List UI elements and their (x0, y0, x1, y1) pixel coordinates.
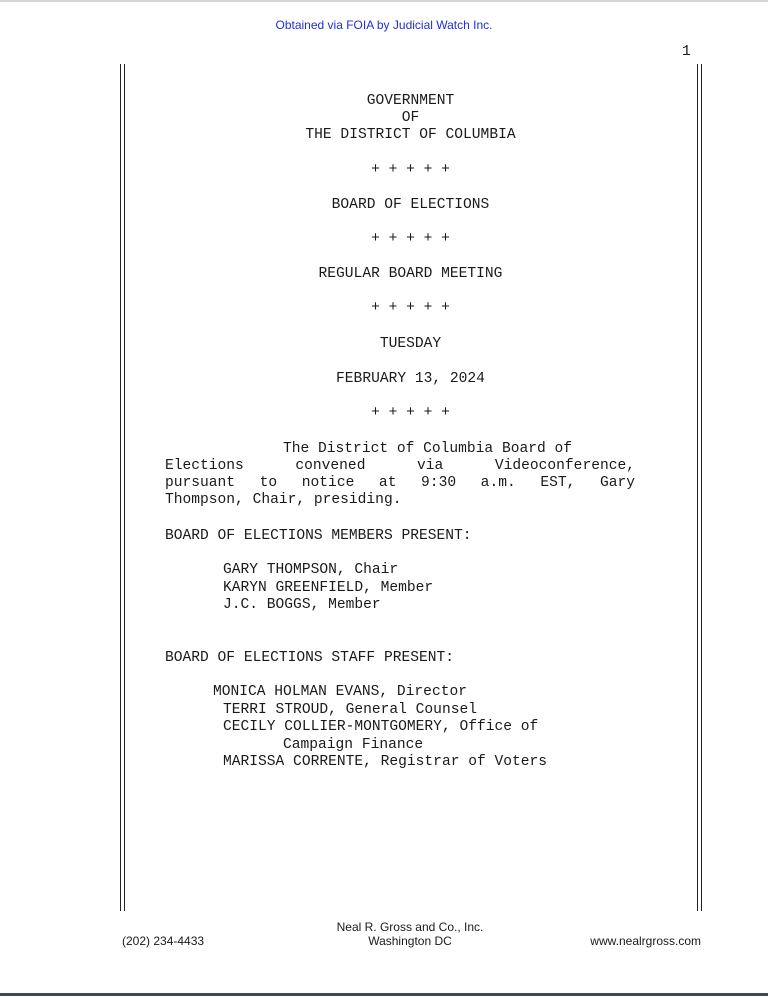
separator: + + + + + (371, 405, 450, 421)
heading-of: OF (401, 110, 420, 126)
staff-item: CECILY COLLIER-MONTGOMERY, Office of (223, 719, 539, 735)
heading-board: BOARD OF ELECTIONS (331, 197, 490, 213)
separator: + + + + + (371, 300, 450, 316)
intro-line-2: Elections convened via Videoconference, (165, 458, 635, 474)
right-margin-line (701, 64, 702, 911)
member-item: KARYN GREENFIELD, Member (223, 580, 434, 596)
members-heading: BOARD OF ELECTIONS MEMBERS PRESENT: (165, 528, 472, 544)
page-number: 1 (682, 44, 691, 60)
member-item: J.C. BOGGS, Member (223, 597, 381, 613)
left-margin-line (120, 64, 121, 911)
heading-government: GOVERNMENT (366, 93, 455, 109)
right-margin-line-inner (697, 64, 698, 911)
staff-item-continuation: Campaign Finance (283, 737, 424, 753)
left-margin-line-inner (124, 64, 125, 911)
member-item: GARY THOMPSON, Chair (223, 562, 399, 578)
separator: + + + + + (371, 162, 450, 178)
staff-item: TERRI STROUD, General Counsel (223, 702, 477, 718)
footer-company: Neal R. Gross and Co., Inc. (336, 920, 484, 934)
heading-district: THE DISTRICT OF COLUMBIA (305, 127, 516, 143)
foia-banner: Obtained via FOIA by Judicial Watch Inc. (275, 18, 493, 32)
footer-phone: (202) 234-4433 (122, 934, 205, 948)
footer-website: www.nealrgross.com (590, 934, 701, 948)
staff-item: MARISSA CORRENTE, Registrar of Voters (223, 754, 548, 770)
intro-line-4: Thompson, Chair, presiding. (165, 492, 402, 508)
staff-heading: BOARD OF ELECTIONS STAFF PRESENT: (165, 650, 455, 666)
top-rule (0, 0, 768, 2)
heading-day: TUESDAY (379, 336, 442, 352)
staff-item: MONICA HOLMAN EVANS, Director (213, 684, 467, 700)
heading-date: FEBRUARY 13, 2024 (336, 371, 485, 387)
heading-meeting: REGULAR BOARD MEETING (318, 266, 503, 282)
footer-city: Washington DC (368, 934, 452, 948)
intro-line-1: The District of Columbia Board of (283, 441, 573, 457)
separator: + + + + + (371, 231, 450, 247)
intro-line-3: pursuant to notice at 9:30 a.m. EST, Gary (165, 475, 635, 491)
bottom-rule (0, 993, 768, 996)
